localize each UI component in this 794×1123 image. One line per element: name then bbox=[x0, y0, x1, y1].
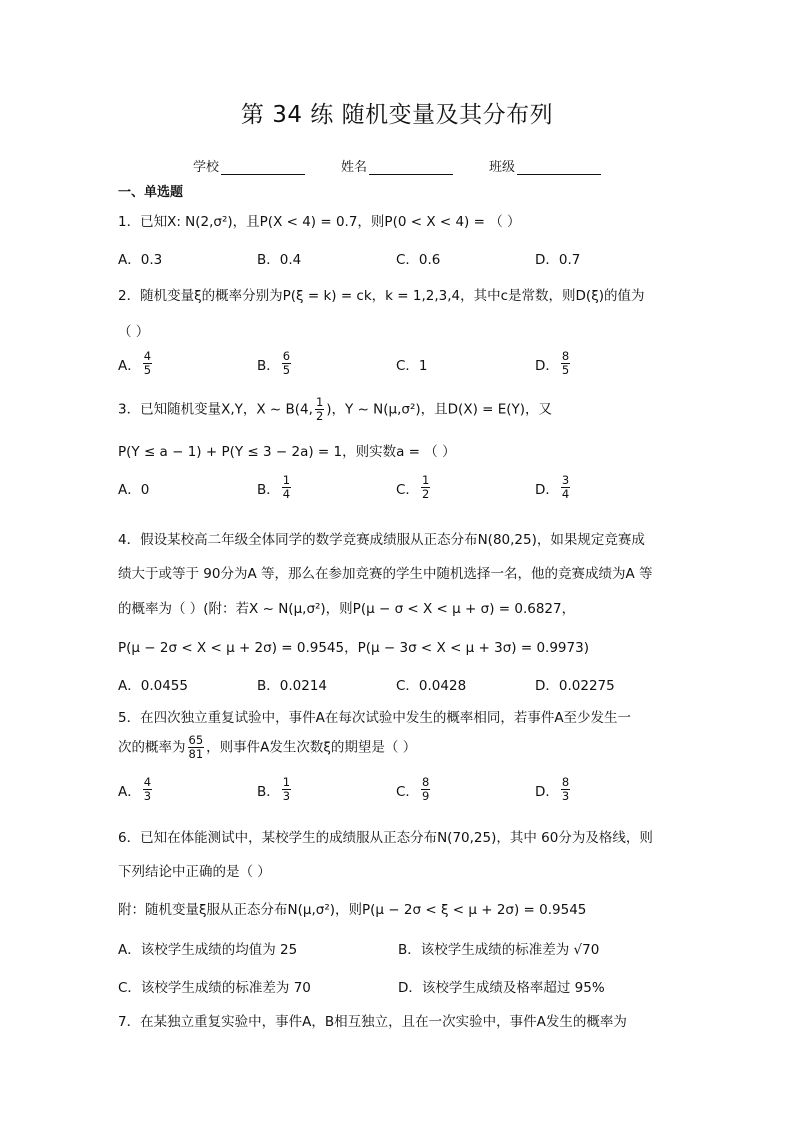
question-5-line-2 bbox=[118, 734, 678, 761]
name-label: 姓名 bbox=[340, 160, 367, 175]
option-c[interactable]: C．0.0428 bbox=[396, 678, 467, 694]
fraction bbox=[282, 776, 291, 803]
question-4-line-4: P(μ − 2σ < X < μ + 2σ) = 0.9545，P(μ − 3σ < X < μ + 3σ) = 0.9973) bbox=[118, 640, 589, 656]
student-info-fields bbox=[0, 156, 794, 175]
option-label: B． bbox=[257, 481, 280, 498]
class-field[interactable] bbox=[489, 156, 601, 175]
option-label: D． bbox=[535, 783, 559, 800]
option-a[interactable] bbox=[118, 350, 257, 377]
question-4-options bbox=[118, 674, 678, 694]
question-1: 1．已知X: N(2,σ²)，且P(X < 4) = 0.7，则P(0 < X < 4) = （ ） bbox=[118, 214, 521, 230]
name-blank[interactable] bbox=[369, 160, 453, 175]
option-a[interactable] bbox=[118, 474, 257, 501]
option-a[interactable]: A．该校学生成绩的均值为 25 bbox=[118, 942, 298, 958]
denominator: 3 bbox=[282, 789, 291, 803]
fraction bbox=[561, 350, 570, 377]
denominator: 3 bbox=[561, 789, 570, 803]
denominator: 2 bbox=[421, 487, 430, 501]
numerator: 4 bbox=[143, 775, 152, 789]
question-3-cont: P(Y ≤ a − 1) + P(Y ≤ 3 − 2a) = 1，则实数a = （ ） bbox=[118, 444, 456, 460]
option-label: C．1 bbox=[396, 357, 428, 374]
fraction bbox=[188, 734, 205, 761]
question-2-options bbox=[118, 350, 678, 377]
question-3 bbox=[118, 396, 678, 423]
question-3-text: 3．已知随机变量X,Y，X ~ B(4, bbox=[118, 401, 313, 418]
question-3-options bbox=[118, 474, 678, 501]
option-d[interactable] bbox=[535, 350, 674, 377]
option-label: D． bbox=[535, 357, 559, 374]
option-a[interactable]: A．0.3 bbox=[118, 252, 163, 268]
option-label: B． bbox=[257, 783, 280, 800]
question-6-line-2: 下列结论中正确的是（ ） bbox=[118, 864, 271, 880]
fraction bbox=[143, 350, 152, 377]
fraction bbox=[282, 474, 291, 501]
option-label: C． bbox=[396, 783, 419, 800]
denominator: 3 bbox=[143, 789, 152, 803]
option-b[interactable]: B．0.4 bbox=[257, 252, 302, 268]
numerator: 1 bbox=[421, 473, 430, 487]
class-label: 班级 bbox=[489, 160, 516, 175]
question-4-line-1: 4．假设某校高二年级全体同学的数学竞赛成绩服从正态分布N(80,25)，如果规定竞赛成 bbox=[118, 532, 645, 548]
fraction bbox=[561, 474, 570, 501]
school-field[interactable] bbox=[193, 156, 305, 175]
fraction bbox=[421, 474, 430, 501]
question-3-text-2: )，Y ~ N(μ,σ²)，且D(X) = E(Y)，又 bbox=[326, 401, 553, 418]
question-5-text-2: ，则事件A发生次数ξ的期望是（ ） bbox=[206, 739, 417, 756]
option-c[interactable]: C．0.6 bbox=[396, 252, 441, 268]
question-4-line-2: 绩大于或等于 90分为A 等，那么在参加竞赛的学生中随机选择一名，他的竞赛成绩为A 等 bbox=[118, 566, 653, 582]
name-field[interactable] bbox=[341, 156, 453, 175]
numerator: 3 bbox=[561, 473, 570, 487]
option-d[interactable]: D．0.02275 bbox=[535, 678, 615, 694]
numerator: 1 bbox=[282, 473, 291, 487]
option-b[interactable] bbox=[257, 350, 396, 377]
option-d[interactable]: D．该校学生成绩及格率超过 95% bbox=[398, 980, 605, 996]
question-4-line-3: 的概率为（ ）(附：若X ~ N(μ,σ²)，则P(μ − σ < X < μ + σ) = 0.6827， bbox=[118, 601, 576, 617]
denominator: 5 bbox=[282, 363, 291, 377]
question-5-options bbox=[118, 776, 678, 803]
school-blank[interactable] bbox=[221, 160, 305, 175]
fraction bbox=[315, 396, 324, 423]
option-a[interactable] bbox=[118, 776, 257, 803]
denominator: 5 bbox=[561, 363, 570, 377]
question-6-line-1: 6．已知在体能测试中，某校学生的成绩服从正态分布N(70,25)，其中 60分为及格线，则 bbox=[118, 830, 653, 846]
option-b[interactable] bbox=[257, 474, 396, 501]
option-b[interactable]: B．该校学生成绩的标准差为 √70 bbox=[398, 942, 600, 958]
numerator: 8 bbox=[561, 349, 570, 363]
option-label: A． bbox=[118, 783, 141, 800]
question-2-cont: （ ） bbox=[118, 324, 150, 340]
option-a[interactable]: A．0.0455 bbox=[118, 678, 188, 694]
class-blank[interactable] bbox=[517, 160, 601, 175]
option-c[interactable] bbox=[396, 776, 535, 803]
option-d[interactable] bbox=[535, 474, 674, 501]
denominator: 4 bbox=[282, 487, 291, 501]
option-label: D． bbox=[535, 481, 559, 498]
question-6-options-row-2 bbox=[118, 976, 678, 996]
denominator: 5 bbox=[143, 363, 152, 377]
question-1-options bbox=[118, 248, 678, 268]
page-title: 第 34 练 随机变量及其分布列 bbox=[240, 102, 554, 128]
fraction bbox=[421, 776, 430, 803]
question-6-line-3: 附：随机变量ξ服从正态分布N(μ,σ²)，则P(μ − 2σ < ξ < μ + 2σ) = 0.9545 bbox=[118, 902, 587, 918]
option-c[interactable] bbox=[396, 474, 535, 501]
numerator: 1 bbox=[282, 775, 291, 789]
fraction bbox=[561, 776, 570, 803]
denominator: 4 bbox=[561, 487, 570, 501]
question-5-text: 次的概率为 bbox=[118, 739, 186, 756]
option-c[interactable] bbox=[396, 350, 535, 377]
numerator: 4 bbox=[143, 349, 152, 363]
numerator: 8 bbox=[561, 775, 570, 789]
denominator: 9 bbox=[421, 789, 430, 803]
option-b[interactable] bbox=[257, 776, 396, 803]
option-d[interactable] bbox=[535, 776, 674, 803]
option-c[interactable]: C．该校学生成绩的标准差为 70 bbox=[118, 980, 311, 996]
fraction bbox=[143, 776, 152, 803]
school-label: 学校 bbox=[192, 160, 219, 175]
option-label: B． bbox=[257, 357, 280, 374]
numerator: 1 bbox=[315, 395, 324, 409]
numerator: 65 bbox=[188, 733, 204, 747]
denominator: 2 bbox=[315, 409, 324, 423]
fraction bbox=[282, 350, 291, 377]
section-heading: 一、单选题 bbox=[118, 185, 184, 200]
numerator: 8 bbox=[421, 775, 430, 789]
question-7-line-1: 7．在某独立重复实验中，事件A，B相互独立，且在一次实验中，事件A发生的概率为 bbox=[118, 1014, 627, 1030]
option-label: A．0 bbox=[118, 481, 150, 498]
option-label: C． bbox=[396, 481, 419, 498]
question-2: 2．随机变量ξ的概率分别为P(ξ = k) = ck，k = 1,2,3,4，其中c是常数，则D(ξ)的值为 bbox=[118, 288, 645, 304]
question-5-line-1: 5．在四次独立重复试验中，事件A在每次试验中发生的概率相同，若事件A至少发生一 bbox=[118, 710, 632, 726]
option-b[interactable]: B．0.0214 bbox=[257, 678, 327, 694]
option-d[interactable]: D．0.7 bbox=[535, 252, 581, 268]
option-label: A． bbox=[118, 357, 141, 374]
numerator: 6 bbox=[282, 349, 291, 363]
denominator: 81 bbox=[188, 747, 204, 761]
question-6-options-row-1 bbox=[118, 938, 678, 958]
